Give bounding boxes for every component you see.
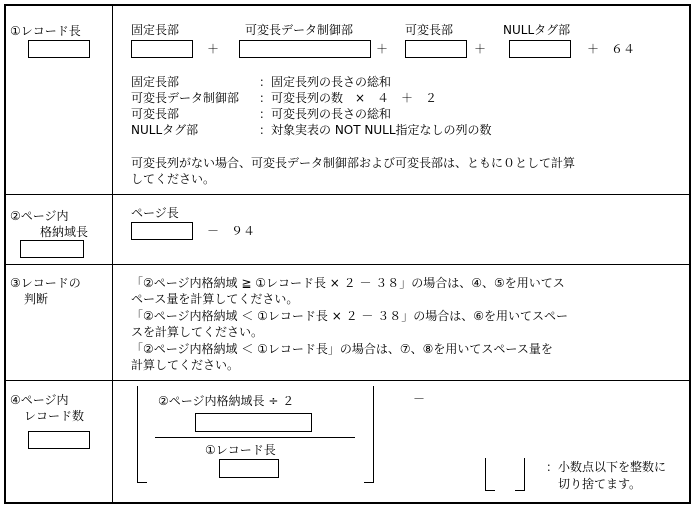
floor-note-line-2: 切り捨てます。 xyxy=(558,477,642,491)
floor-bracket-left xyxy=(137,386,138,483)
plus-sign-2: ＋ xyxy=(376,42,389,56)
fixed-part-header: 固定長部 xyxy=(131,23,180,37)
record-length-label: ①レコード長 xyxy=(10,24,81,38)
def-term: 固定長部 xyxy=(131,75,180,89)
page-length-header: ページ長 xyxy=(131,206,179,220)
variable-control-part-header: 可変長データ制御部 xyxy=(245,23,354,37)
plus-sign-1: ＋ xyxy=(207,42,220,56)
fraction-denominator-text: ①レコード長 xyxy=(205,443,276,457)
def-term: 可変長部 xyxy=(131,107,180,121)
null-tag-part-input-box[interactable] xyxy=(509,40,571,58)
fraction-numerator-text: ②ページ内格納域長 ÷ ２ xyxy=(158,394,295,408)
judgment-condition-line: 「②ページ内格納域 ＜ ①レコード長 × ２ － ３８」の場合は、⑥を用いてスペー xyxy=(131,309,568,323)
judgment-condition-line: スを計算してください。 xyxy=(131,325,264,339)
floor-bracket-right-foot xyxy=(364,482,374,483)
floor-bracket-right xyxy=(373,386,374,483)
record-length-input-box[interactable] xyxy=(28,40,90,58)
records-per-page-label-line-2: レコード数 xyxy=(24,409,85,423)
plus-sign-3: ＋ xyxy=(474,42,487,56)
variable-control-part-input-box[interactable] xyxy=(239,40,371,58)
def-desc: ：可変長列の数 × ４ ＋ ２ xyxy=(259,91,438,105)
floor-symbol-right-foot xyxy=(515,490,525,491)
storage-length-label-line-2: 格納域長 xyxy=(40,225,89,239)
judgment-label-line-2: 判断 xyxy=(24,292,49,306)
def-term: NULLタグ部 xyxy=(131,123,199,137)
row-divider-2 xyxy=(4,264,691,265)
minus-94-text: － ９４ xyxy=(207,224,256,238)
denominator-input-box[interactable] xyxy=(219,459,279,478)
floor-symbol-left xyxy=(485,458,486,491)
floor-symbol-left-foot xyxy=(485,490,495,491)
storage-length-label-line-1: ②ページ内 xyxy=(10,209,69,223)
variable-note-line-2: してください。 xyxy=(131,172,216,186)
null-tag-part-header: NULLタグ部 xyxy=(503,23,571,37)
storage-length-input-box[interactable] xyxy=(20,240,84,258)
variable-note-line-1: 可変長列がない場合、可変長データ制御部および可変長部は、ともに０として計算 xyxy=(131,156,576,170)
row-divider-1 xyxy=(4,194,691,195)
page-length-input-box[interactable] xyxy=(131,222,193,240)
fraction-bar xyxy=(155,437,355,438)
floor-symbol-right xyxy=(524,458,525,491)
minus-sign: － xyxy=(413,392,426,406)
numerator-input-box[interactable] xyxy=(195,413,312,432)
def-term: 可変長データ制御部 xyxy=(131,91,240,105)
judgment-condition-line: 計算してください。 xyxy=(131,358,240,372)
def-desc: ：対象実表の NOT NULL指定なしの列の数 xyxy=(259,123,492,137)
plus-64-text: ＋ ６４ xyxy=(587,42,636,56)
judgment-condition-line: ペース量を計算してください。 xyxy=(131,292,299,306)
records-per-page-input-box[interactable] xyxy=(28,431,90,449)
floor-bracket-left-foot xyxy=(137,482,147,483)
def-desc: ：固定長列の長さの総和 xyxy=(259,75,392,89)
variable-part-header: 可変長部 xyxy=(405,23,454,37)
def-desc: ：可変長列の長さの総和 xyxy=(259,107,392,121)
fixed-part-input-box[interactable] xyxy=(131,40,193,58)
judgment-label-line-1: ③レコードの xyxy=(10,276,81,290)
judgment-condition-line: 「②ページ内格納域 ＜ ①レコード長」の場合は、⑦、⑧を用いてスペース量を xyxy=(131,342,553,356)
column-divider xyxy=(112,4,113,504)
floor-note-line-1: ：小数点以下を整数に xyxy=(546,460,667,474)
judgment-condition-line: 「②ページ内格納域 ≧ ①レコード長 × ２ － ３８」の場合は、④、⑤を用いてス xyxy=(131,276,565,290)
row-divider-3 xyxy=(4,380,691,381)
records-per-page-label-line-1: ④ページ内 xyxy=(10,393,69,407)
variable-part-input-box[interactable] xyxy=(405,40,467,58)
